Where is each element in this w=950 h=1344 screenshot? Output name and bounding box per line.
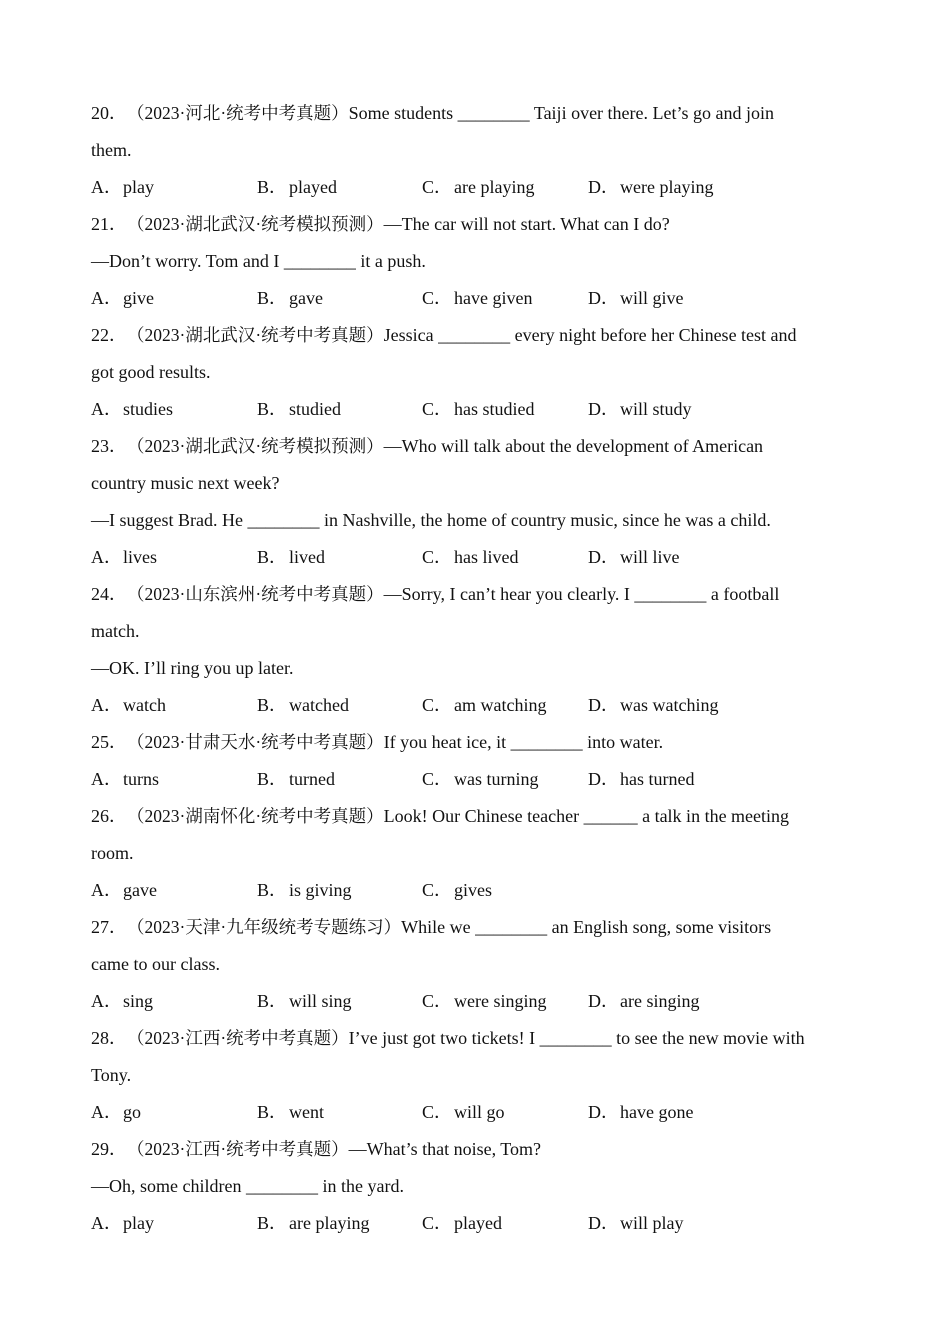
question-stem-line <box>91 724 871 761</box>
answer-option-b[interactable] <box>257 1094 324 1131</box>
question-stem-line <box>91 428 871 465</box>
answer-option-d[interactable] <box>588 391 692 428</box>
answer-option-d[interactable] <box>588 539 680 576</box>
question-text: I’ve just got two tickets! I ________ to see the new movie with <box>348 1028 805 1048</box>
option-text: were singing <box>454 991 547 1011</box>
answer-option-b[interactable] <box>257 761 335 798</box>
question-continuation-line <box>91 1168 871 1205</box>
question-source: （2023·山东滨州·统考中考真题） <box>127 584 384 604</box>
question-text: If you heat ice, it ________ into water. <box>383 732 664 752</box>
question-stem-line <box>91 206 871 243</box>
answer-option-d[interactable] <box>588 280 684 317</box>
question-source: （2023·湖北武汉·统考模拟预测） <box>127 436 384 456</box>
question-text: room. <box>91 843 134 863</box>
question-block <box>91 798 871 909</box>
option-text: have given <box>454 288 533 308</box>
option-letter: B． <box>257 547 288 567</box>
answer-option-c[interactable] <box>422 1094 505 1131</box>
answer-option-c[interactable] <box>422 1205 502 1242</box>
answer-option-b[interactable] <box>257 280 323 317</box>
option-text: have gone <box>620 1102 694 1122</box>
option-text: turned <box>289 769 335 789</box>
option-letter: D． <box>588 399 619 419</box>
question-block <box>91 1131 871 1242</box>
option-text: will play <box>620 1213 684 1233</box>
question-number: 23． <box>91 436 127 456</box>
option-letter: B． <box>257 695 288 715</box>
option-text: give <box>123 288 154 308</box>
question-text: Tony. <box>91 1065 132 1085</box>
option-text: gave <box>123 880 157 900</box>
option-letter: B． <box>257 399 288 419</box>
option-text: is giving <box>289 880 352 900</box>
answer-options <box>91 539 871 576</box>
option-text: gave <box>289 288 323 308</box>
question-stem-line <box>91 798 871 835</box>
answer-option-b[interactable] <box>257 539 325 576</box>
answer-options <box>91 983 871 1020</box>
option-text: will sing <box>289 991 352 1011</box>
question-continuation-line <box>91 650 871 687</box>
option-text: will go <box>454 1102 505 1122</box>
question-number: 20． <box>91 103 127 123</box>
option-letter: B． <box>257 769 288 789</box>
answer-option-a[interactable] <box>91 687 166 724</box>
question-block <box>91 909 871 1020</box>
answer-option-d[interactable] <box>588 983 699 1020</box>
answer-option-a[interactable] <box>91 391 173 428</box>
question-source: （2023·江西·统考中考真题） <box>127 1028 349 1048</box>
question-text: —The car will not start. What can I do? <box>383 214 670 234</box>
option-text: was watching <box>620 695 719 715</box>
answer-option-c[interactable] <box>422 280 532 317</box>
option-letter: A． <box>91 1102 122 1122</box>
answer-option-b[interactable] <box>257 391 341 428</box>
question-stem-line <box>91 1131 871 1168</box>
answer-option-d[interactable] <box>588 761 694 798</box>
question-number: 22． <box>91 325 127 345</box>
option-letter: A． <box>91 399 122 419</box>
option-letter: B． <box>257 288 288 308</box>
answer-option-b[interactable] <box>257 872 352 909</box>
option-letter: D． <box>588 288 619 308</box>
option-text: lived <box>289 547 325 567</box>
option-text: has turned <box>620 769 695 789</box>
answer-option-d[interactable] <box>588 1205 684 1242</box>
question-block <box>91 428 871 576</box>
question-continuation-line <box>91 502 871 539</box>
question-source: （2023·甘肃天水·统考中考真题） <box>127 732 384 752</box>
question-list <box>91 95 871 1242</box>
answer-options <box>91 391 871 428</box>
option-letter: C． <box>422 880 453 900</box>
question-continuation-line <box>91 1057 871 1094</box>
question-text: Look! Our Chinese teacher ______ a talk in the meeting <box>383 806 790 826</box>
answer-options <box>91 1205 871 1242</box>
question-text: —Don’t worry. Tom and I ________ it a push. <box>91 251 426 271</box>
question-number: 29． <box>91 1139 127 1159</box>
option-letter: C． <box>422 547 453 567</box>
answer-option-c[interactable] <box>422 687 546 724</box>
answer-option-b[interactable] <box>257 983 352 1020</box>
question-continuation-line <box>91 835 871 872</box>
question-number: 21． <box>91 214 127 234</box>
option-text: went <box>289 1102 324 1122</box>
option-letter: B． <box>257 880 288 900</box>
option-letter: D． <box>588 177 619 197</box>
question-text: them. <box>91 140 132 160</box>
question-number: 27． <box>91 917 127 937</box>
option-text: play <box>123 177 154 197</box>
question-block <box>91 1020 871 1131</box>
option-letter: C． <box>422 695 453 715</box>
question-source: （2023·天津·九年级统考专题练习） <box>127 917 402 937</box>
option-text: are playing <box>454 177 535 197</box>
option-letter: C． <box>422 1102 453 1122</box>
option-letter: A． <box>91 288 122 308</box>
question-text: Jessica ________ every night before her Chinese test and <box>383 325 797 345</box>
option-text: were playing <box>620 177 714 197</box>
answer-option-d[interactable] <box>588 687 718 724</box>
option-letter: A． <box>91 695 122 715</box>
option-letter: D． <box>588 1213 619 1233</box>
option-text: am watching <box>454 695 547 715</box>
answer-option-c[interactable] <box>422 872 492 909</box>
answer-option-b[interactable] <box>257 169 337 206</box>
answer-option-d[interactable] <box>588 169 713 206</box>
option-letter: A． <box>91 547 122 567</box>
answer-option-c[interactable] <box>422 761 539 798</box>
answer-option-a[interactable] <box>91 1205 154 1242</box>
answer-option-a[interactable] <box>91 983 153 1020</box>
option-letter: C． <box>422 1213 453 1233</box>
option-text: will give <box>620 288 684 308</box>
option-text: was turning <box>454 769 539 789</box>
question-stem-line <box>91 1020 871 1057</box>
option-text: turns <box>123 769 159 789</box>
answer-option-a[interactable] <box>91 1094 141 1131</box>
question-text: came to our class. <box>91 954 220 974</box>
answer-options <box>91 872 871 909</box>
question-continuation-line <box>91 465 871 502</box>
option-letter: A． <box>91 991 122 1011</box>
question-continuation-line <box>91 613 871 650</box>
question-text: match. <box>91 621 140 641</box>
answer-option-a[interactable] <box>91 539 157 576</box>
question-source: （2023·江西·统考中考真题） <box>127 1139 349 1159</box>
answer-options <box>91 687 871 724</box>
option-text: played <box>454 1213 502 1233</box>
option-text: go <box>123 1102 141 1122</box>
answer-options <box>91 280 871 317</box>
option-letter: C． <box>422 177 453 197</box>
question-block <box>91 576 871 724</box>
answer-option-a[interactable] <box>91 280 154 317</box>
option-text: studies <box>123 399 174 419</box>
question-stem-line <box>91 317 871 354</box>
option-letter: B． <box>257 991 288 1011</box>
question-text: Some students ________ Taiji over there. Let’s go and join <box>348 103 775 123</box>
option-text: played <box>289 177 337 197</box>
option-text: are singing <box>620 991 700 1011</box>
option-letter: B． <box>257 1213 288 1233</box>
option-text: play <box>123 1213 154 1233</box>
option-letter: A． <box>91 769 122 789</box>
option-text: watch <box>123 695 166 715</box>
answer-option-a[interactable] <box>91 169 154 206</box>
question-block <box>91 317 871 428</box>
option-letter: C． <box>422 769 453 789</box>
question-text: —Oh, some children ________ in the yard. <box>91 1176 404 1196</box>
option-text: sing <box>123 991 154 1011</box>
question-text: got good results. <box>91 362 211 382</box>
option-letter: B． <box>257 1102 288 1122</box>
answer-option-b[interactable] <box>257 687 349 724</box>
answer-option-a[interactable] <box>91 872 157 909</box>
question-text: country music next week? <box>91 473 280 493</box>
question-block <box>91 724 871 798</box>
option-text: are playing <box>289 1213 370 1233</box>
option-text: gives <box>454 880 492 900</box>
option-letter: A． <box>91 177 122 197</box>
question-text: —Sorry, I can’t hear you clearly. I ________ a football <box>383 584 780 604</box>
option-letter: A． <box>91 1213 122 1233</box>
question-source: （2023·湖南怀化·统考中考真题） <box>127 806 384 826</box>
answer-option-c[interactable] <box>422 169 534 206</box>
answer-option-b[interactable] <box>257 1205 369 1242</box>
question-text: While we ________ an English song, some visitors <box>401 917 772 937</box>
question-number: 24． <box>91 584 127 604</box>
option-letter: A． <box>91 880 122 900</box>
option-letter: D． <box>588 991 619 1011</box>
question-source: （2023·河北·统考中考真题） <box>127 103 349 123</box>
answer-options <box>91 1094 871 1131</box>
answer-option-d[interactable] <box>588 1094 693 1131</box>
option-letter: D． <box>588 769 619 789</box>
option-letter: D． <box>588 1102 619 1122</box>
answer-option-a[interactable] <box>91 761 159 798</box>
question-number: 28． <box>91 1028 127 1048</box>
option-letter: D． <box>588 695 619 715</box>
option-text: will study <box>620 399 692 419</box>
question-block <box>91 206 871 317</box>
option-letter: B． <box>257 177 288 197</box>
option-text: has studied <box>454 399 535 419</box>
option-letter: D． <box>588 547 619 567</box>
question-source: （2023·湖北武汉·统考模拟预测） <box>127 214 384 234</box>
question-continuation-line <box>91 243 871 280</box>
option-letter: C． <box>422 991 453 1011</box>
question-continuation-line <box>91 132 871 169</box>
question-continuation-line <box>91 354 871 391</box>
option-text: has lived <box>454 547 519 567</box>
question-stem-line <box>91 95 871 132</box>
answer-options <box>91 761 871 798</box>
question-source: （2023·湖北武汉·统考中考真题） <box>127 325 384 345</box>
answer-option-c[interactable] <box>422 983 546 1020</box>
option-text: will live <box>620 547 680 567</box>
option-letter: C． <box>422 288 453 308</box>
question-text: —OK. I’ll ring you up later. <box>91 658 294 678</box>
question-text: —Who will talk about the development of American <box>383 436 764 456</box>
option-text: watched <box>289 695 349 715</box>
question-stem-line <box>91 576 871 613</box>
question-number: 25． <box>91 732 127 752</box>
question-continuation-line <box>91 946 871 983</box>
question-block <box>91 95 871 206</box>
question-number: 26． <box>91 806 127 826</box>
option-text: studied <box>289 399 341 419</box>
question-stem-line <box>91 909 871 946</box>
answer-options <box>91 169 871 206</box>
question-text: —I suggest Brad. He ________ in Nashville, the home of country music, since he was a child. <box>91 510 771 530</box>
option-letter: C． <box>422 399 453 419</box>
question-text: —What’s that noise, Tom? <box>348 1139 542 1159</box>
option-text: lives <box>123 547 157 567</box>
answer-option-c[interactable] <box>422 391 535 428</box>
answer-option-c[interactable] <box>422 539 519 576</box>
